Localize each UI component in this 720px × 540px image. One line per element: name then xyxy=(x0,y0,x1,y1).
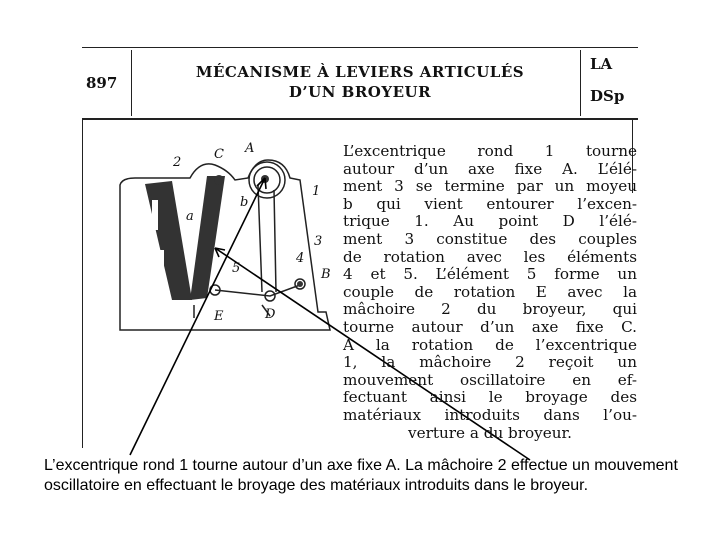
pointer-line-axis-A xyxy=(130,178,265,455)
moving-jaw-2 xyxy=(190,176,225,300)
paragraph-line: autour d’un axe fixe A. L’élé- xyxy=(343,159,637,178)
paragraph-line: mâchoire 2 du broyeur, qui xyxy=(343,300,637,319)
paragraph-line: mouvement oscillatoire en ef- xyxy=(343,370,637,389)
label-b: b xyxy=(240,195,249,210)
paragraph-line: 4 et 5. L’élément 5 forme un xyxy=(343,265,637,284)
label-4: 4 xyxy=(296,251,305,266)
paragraph-line: tourne autour d’un axe fixe C. xyxy=(343,317,637,336)
paragraph-line: verture a du broyeur. xyxy=(408,423,572,442)
label-a: a xyxy=(186,209,194,224)
title-line-1: MÉCANISME À LEVIERS ARTICULÉS xyxy=(195,63,525,81)
paragraph-line: couple de rotation E avec la xyxy=(343,282,637,301)
caption: L’excentrique rond 1 tourne autour d’un axe fixe A. La mâchoire 2 effectue un mouvement oscillatoire en effectuant le broyage des matériaux introduits dans le broyeur. xyxy=(44,457,678,494)
paragraph-line: trique 1. Au point D l’élé- xyxy=(343,212,637,231)
code-top: LA xyxy=(590,55,613,73)
paragraph-line: A la rotation de l’excentrique xyxy=(343,335,637,354)
label-B: B xyxy=(321,267,331,282)
paragraph-line: de rotation avec les éléments xyxy=(343,247,637,266)
fixed-jaw xyxy=(145,181,192,300)
label-C: C xyxy=(214,147,224,162)
description-paragraph xyxy=(343,143,637,442)
label-E: E xyxy=(214,309,224,324)
title-line-2: D’UN BROYEUR xyxy=(288,83,432,101)
paragraph-line: fectuant ainsi le broyage des xyxy=(343,388,637,407)
paragraph-line: ment 3 constitue des couples xyxy=(343,229,637,248)
label-3: 3 xyxy=(314,234,323,249)
code-bottom: DSp xyxy=(590,87,625,105)
label-2: 2 xyxy=(173,155,182,170)
label-D: D xyxy=(265,307,276,322)
label-1: 1 xyxy=(312,184,321,199)
plate-number: 897 xyxy=(86,74,118,92)
paragraph-line: 1, la mâchoire 2 reçoit un xyxy=(343,353,637,372)
paragraph-line: b qui vient entourer l’excen- xyxy=(343,194,637,213)
label-A: A xyxy=(245,141,255,156)
paragraph-line: matériaux introduits dans l’ou- xyxy=(343,405,637,424)
label-5: 5 xyxy=(232,261,241,276)
paragraph-line: ment 3 se termine par un moyeu xyxy=(343,177,637,196)
paragraph-line: L’excentrique rond 1 tourne xyxy=(343,142,637,160)
